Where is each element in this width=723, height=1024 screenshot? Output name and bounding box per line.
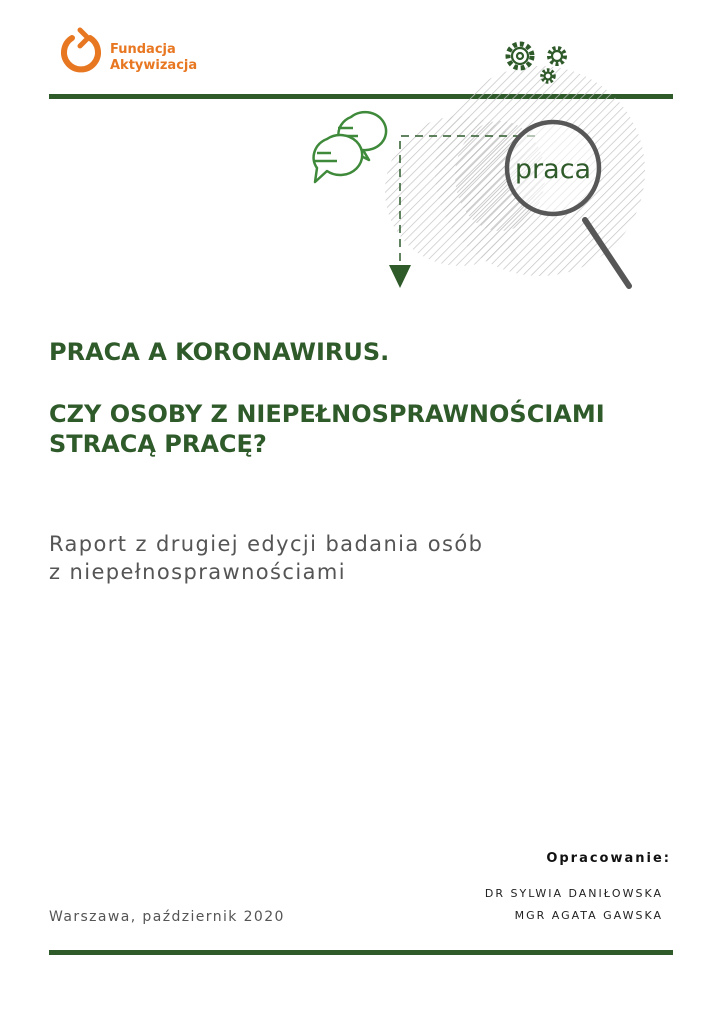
report-subtitle bbox=[49, 530, 669, 586]
subtitle-line-2: z niepełnosprawnościami bbox=[49, 560, 346, 584]
subtitle-line-1: Raport z drugiej edycji badania osób bbox=[49, 532, 484, 556]
title-line-3: STRACĄ PRACĘ? bbox=[49, 430, 267, 458]
logo bbox=[58, 24, 258, 84]
report-title bbox=[49, 337, 709, 459]
authors-list bbox=[485, 883, 663, 927]
place-date: Warszawa, październik 2020 bbox=[49, 909, 285, 925]
title-line-1: PRACA A KORONAWIRUS. bbox=[49, 338, 390, 366]
speech-bubbles-icon bbox=[313, 112, 386, 182]
author-1: DR SYLWIA DANIŁOWSKA bbox=[484, 887, 663, 900]
magnifier-word: praca bbox=[514, 154, 592, 185]
logo-line-2: Aktywizacja bbox=[110, 58, 198, 73]
logo-text bbox=[110, 42, 197, 74]
bottom-divider bbox=[49, 950, 673, 955]
title-line-2: CZY OSOBY Z NIEPEŁNOSPRAWNOŚCIAMI bbox=[49, 400, 605, 428]
praca-illustration bbox=[295, 36, 645, 296]
logo-line-1: Fundacja bbox=[110, 42, 176, 57]
author-2: MGR AGATA GAWSKA bbox=[514, 909, 663, 922]
prepared-by-label: Opracowanie: bbox=[546, 851, 671, 866]
power-arrow-icon bbox=[58, 24, 104, 80]
